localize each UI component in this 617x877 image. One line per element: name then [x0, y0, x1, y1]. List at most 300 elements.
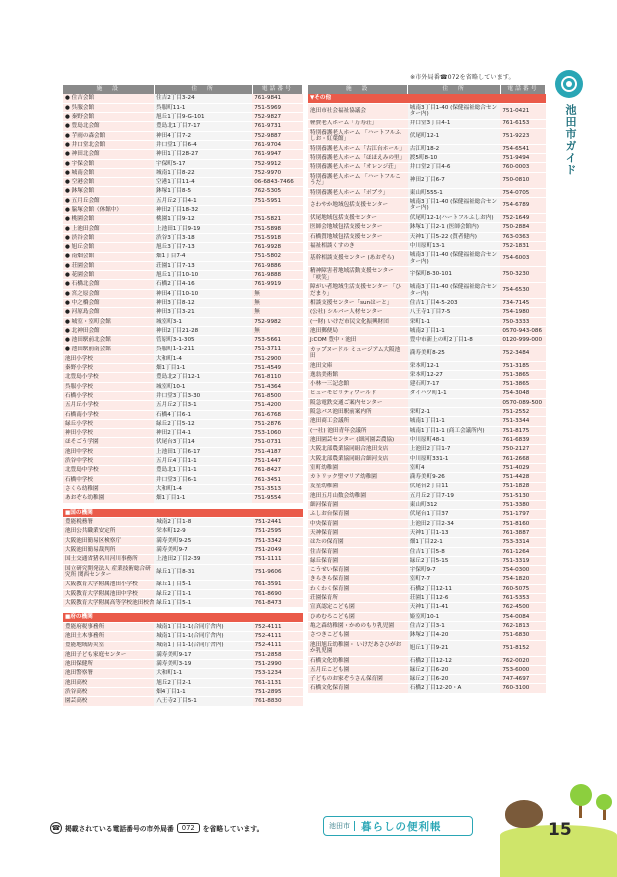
- facility-tel: 751-1447: [252, 457, 302, 466]
- facility-address: 豊中市新上の町2丁目1-8: [408, 336, 501, 345]
- facility-name: (一財) いけだ市民文化振興財団: [308, 317, 408, 326]
- table-row: [63, 94, 303, 103]
- table-row: [308, 163, 546, 172]
- facility-name: 大阪教育大学附属池田中学校: [63, 589, 154, 598]
- facility-address: 緑丘1丁目5-1: [154, 599, 252, 608]
- table-row: [308, 398, 546, 407]
- tree-icon: [570, 784, 592, 806]
- facility-name: J:COM 豊中・池田: [308, 336, 408, 345]
- table-row: [63, 641, 303, 650]
- table-row: [63, 475, 303, 484]
- facility-address: 城南3丁目1-40 (保健福祉総合センター内): [408, 197, 501, 213]
- facility-tel: 761-9928: [252, 243, 302, 252]
- facility-tel: 761-8110: [252, 373, 302, 382]
- table-row: [63, 545, 303, 554]
- facility-address: [408, 398, 501, 407]
- facility-address: 伏尾台2丁目11: [408, 482, 501, 491]
- facility-tel: 751-3711: [252, 345, 302, 354]
- facility-name: ● 住吉会館: [63, 94, 154, 103]
- facility-address: 八王寺2丁目5-1: [154, 697, 252, 706]
- facility-address: 宇保町8-30-101: [408, 267, 501, 283]
- facility-name: 室町幼稚園: [308, 463, 408, 472]
- table-row: [308, 317, 546, 326]
- facility-address: 神田2丁目6-7: [408, 172, 501, 188]
- facility-name: ヒューモビリティワールド: [308, 389, 408, 398]
- table-row: [63, 688, 303, 697]
- facility-tel: 751-1828: [500, 482, 545, 491]
- facility-address: 東山町312: [408, 501, 501, 510]
- facility-tel: 760-3100: [500, 684, 545, 693]
- facility-address: 神田1丁目28-27: [154, 150, 252, 159]
- facility-address: 姫室町10-1: [408, 612, 501, 621]
- facility-tel: 751-0421: [500, 103, 545, 119]
- facility-name: ● 池田駅前南会館: [63, 345, 154, 354]
- facility-name: 石橋文化幼稚園: [308, 656, 408, 665]
- facility-address: 井口堂2丁目4-6: [408, 163, 501, 172]
- facility-tel: 750-0810: [500, 172, 545, 188]
- tree-icon: [596, 794, 612, 810]
- table-row: [308, 154, 546, 163]
- facility-address: 渡5町8-10: [408, 154, 501, 163]
- table-row: [63, 457, 303, 466]
- footer-text-before: 掲載されている電話番号の市外局番: [65, 825, 174, 833]
- facility-address: 上池田2丁目2-39: [154, 555, 252, 564]
- facility-tel: 761-3591: [253, 580, 303, 589]
- section-title-other: ▼その他: [308, 94, 546, 103]
- table-row: [63, 622, 303, 631]
- facility-tel: 761-1264: [500, 547, 545, 556]
- facility-tel: 761-3887: [500, 529, 545, 538]
- table-row: [308, 640, 546, 656]
- facility-name: (一社) 池田青年会議所: [308, 426, 408, 435]
- table-row: [308, 575, 546, 584]
- facility-address: 伏尾町12-1: [408, 128, 501, 144]
- facility-tel: 754-3048: [500, 389, 545, 398]
- table-row: [63, 345, 303, 354]
- facility-name: 池田商工会議所: [308, 417, 408, 426]
- facility-tel: 751-2895: [253, 688, 303, 697]
- city-emblem-icon: [555, 70, 583, 98]
- facility-tel: 753-1060: [252, 429, 302, 438]
- facility-tel: 760-5075: [500, 584, 545, 593]
- table-row: [63, 196, 303, 205]
- facility-address: 井口堂1丁目6-4: [154, 140, 252, 149]
- facility-address: 石橋4丁目6-1: [154, 410, 252, 419]
- guidebook-brand: [323, 816, 473, 836]
- facility-tel: 751-2990: [253, 660, 303, 669]
- header-tel: 電話番号: [500, 85, 545, 94]
- facility-tel: 761-8500: [252, 392, 302, 401]
- table-row: [308, 566, 546, 575]
- facility-name: ● 北神田会館: [63, 326, 154, 335]
- facility-address: 大和町1-4: [154, 484, 252, 493]
- table-row: [63, 536, 303, 545]
- facility-address: 旭丘1丁目9-G-101: [154, 113, 252, 122]
- facility-tel: 751-4187: [252, 447, 302, 456]
- facility-tel: 761-9841: [252, 94, 302, 103]
- facility-address: 古江町18-2: [408, 144, 501, 153]
- facility-name: 特別養護老人ホーム 「ハートフルふしお・紅葉館」: [308, 128, 408, 144]
- facility-tel: 754-0084: [500, 612, 545, 621]
- facility-tel: 750-3230: [500, 267, 545, 283]
- facility-address: 豊島北2丁目12-1: [154, 373, 252, 382]
- facility-name: わくわく保育園: [308, 584, 408, 593]
- facility-tel: 761-9888: [252, 271, 302, 280]
- table-row: [63, 178, 303, 187]
- facility-name: カップヌードル ミュージアム大阪池田: [308, 345, 408, 361]
- table-row: [63, 308, 303, 317]
- table-row: [63, 669, 303, 678]
- facility-name: 池田公共職業安定所: [63, 527, 154, 536]
- facility-address: 城南3丁目1-40 (保健福祉総合センター内): [408, 251, 501, 267]
- facility-name: ● 旭丘会館: [63, 243, 154, 252]
- facility-tel: 751-8160: [500, 519, 545, 528]
- table-row: [308, 538, 546, 547]
- table-row: [308, 684, 546, 693]
- facility-address: 建石町7-17: [408, 380, 501, 389]
- table-row: [308, 491, 546, 500]
- table-row: [63, 215, 303, 224]
- facility-address: 渋谷3丁目3-18: [154, 233, 252, 242]
- facility-address: 旭丘1丁目9-21: [408, 640, 501, 656]
- facility-name: 五月丘こども園: [308, 665, 408, 674]
- facility-name: ● 河原島会館: [63, 308, 154, 317]
- facility-tel: 762-4500: [500, 603, 545, 612]
- footer-text-after: を省略しています。: [202, 825, 264, 833]
- facility-address: 城南2丁目1-8: [154, 518, 252, 527]
- facility-tel: 751-3380: [500, 501, 545, 510]
- table-row: [63, 494, 303, 503]
- facility-tel: 750-3333: [500, 317, 545, 326]
- facility-tel: 750-2127: [500, 445, 545, 454]
- facility-name: 池田子ども家庭センター: [63, 650, 154, 659]
- facility-address: 八王寺1丁目7-5: [408, 308, 501, 317]
- table-row: [63, 438, 303, 447]
- header-name: 施 設: [308, 85, 408, 94]
- facility-tel: 761-9947: [252, 150, 302, 159]
- facility-tel: 751-0731: [252, 438, 302, 447]
- facility-tel: 761-8690: [253, 589, 303, 598]
- table-row: [63, 187, 303, 196]
- table-row: [63, 410, 303, 419]
- header-address: 住 所: [154, 85, 252, 94]
- facility-tel: 751-4428: [500, 473, 545, 482]
- facility-tel: [252, 206, 302, 215]
- section-title-prefectural: ■府の機関: [63, 613, 303, 622]
- facility-name: ● 秦野会館: [63, 113, 154, 122]
- footer-note: [50, 822, 263, 834]
- facility-tel: 761-5353: [500, 594, 545, 603]
- facility-name: 豊能地域防災室: [63, 641, 154, 650]
- table-row: [308, 621, 546, 630]
- facility-address: 井口堂3丁目4-1: [408, 119, 501, 128]
- table-row: [308, 501, 546, 510]
- table-row: [308, 529, 546, 538]
- side-guide-tab: [552, 70, 582, 176]
- facility-name: 緑丘小学校: [63, 419, 154, 428]
- facility-tel: 754-6789: [500, 197, 545, 213]
- facility-address: 室町7-7: [408, 575, 501, 584]
- table-row: [63, 364, 303, 373]
- table-row: [308, 594, 546, 603]
- facility-name: ● 石橋北会館: [63, 280, 154, 289]
- header-tel: 電話番号: [252, 85, 302, 94]
- facility-address: 緑丘2丁目5-12: [154, 419, 252, 428]
- facility-address: ダイハツ町1-1: [408, 389, 501, 398]
- facility-tel: 751-4029: [500, 463, 545, 472]
- facility-address: 荘園1丁目12-6: [408, 594, 501, 603]
- table-row: [308, 345, 546, 361]
- facility-tel: 751-3865: [500, 380, 545, 389]
- table-row: [63, 580, 303, 589]
- facility-address: 井口堂3丁目3-30: [154, 392, 252, 401]
- facility-name: カトリック聖マリア幼稚園: [308, 473, 408, 482]
- facility-address: 五月丘2丁目4-1: [154, 196, 252, 205]
- facility-name: 相談支援センター「sunはーと」: [308, 299, 408, 308]
- table-row: [308, 436, 546, 445]
- table-row: [308, 299, 546, 308]
- facility-tel: 751-4549: [252, 364, 302, 373]
- facility-tel: 751-8152: [500, 640, 545, 656]
- facility-address: 住吉2丁目3-1: [408, 621, 501, 630]
- facility-address: 城南1丁目1-1 (商工会議所内): [408, 426, 501, 435]
- header-address: 住 所: [408, 85, 501, 94]
- table-row: [63, 678, 303, 687]
- facility-tel: 761-8830: [253, 697, 303, 706]
- facility-name: 逸翁美術館: [308, 370, 408, 379]
- table-row: [308, 188, 546, 197]
- facility-name: 大阪北部農業協同組合細河支店: [308, 454, 408, 463]
- brand-city: 池田市: [329, 821, 355, 831]
- facility-name: 池田市社会福祉協議会: [308, 103, 408, 119]
- table-row: [308, 463, 546, 472]
- facility-tel: 751-4364: [252, 382, 302, 391]
- facility-address: 宇保町9-7: [408, 566, 501, 575]
- facility-tel: 751-2858: [253, 650, 303, 659]
- facility-tel: 751-3865: [500, 370, 545, 379]
- facility-tel: 751-2441: [253, 518, 303, 527]
- facility-tel: 751-2595: [253, 527, 303, 536]
- facility-address: 伏尾台1丁目37: [408, 510, 501, 519]
- facility-name: 石橋質地域包括支援センター: [308, 232, 408, 241]
- table-row: [308, 631, 546, 640]
- table-row: [63, 650, 303, 659]
- facility-tel: 754-6530: [500, 283, 545, 299]
- facility-tel: 752-1649: [500, 213, 545, 222]
- facility-tel: 761-9886: [252, 261, 302, 270]
- facility-address: 満寿美町9-17: [154, 650, 252, 659]
- facility-tel: 761-1131: [253, 678, 303, 687]
- table-row: [308, 223, 546, 232]
- facility-address: 満寿美町3-19: [154, 660, 252, 669]
- facility-name: 池田文庫: [308, 361, 408, 370]
- facility-address: 荘園1丁目7-13: [154, 261, 252, 270]
- facility-name: 石橋南小学校: [63, 410, 154, 419]
- facility-tel: 753-6000: [500, 665, 545, 674]
- facility-tel: 751-2900: [252, 354, 302, 363]
- facility-address: 畑1丁目1-1: [154, 364, 252, 373]
- facility-address: 緑丘1丁目8-31: [154, 564, 252, 580]
- table-row: [63, 373, 303, 382]
- facility-name: 大阪池田簡易裁判所: [63, 545, 154, 554]
- facility-address: 緑丘1丁目5-1: [154, 580, 252, 589]
- facility-address: 栄本町12-27: [408, 370, 501, 379]
- facility-address: 石橋2丁目12-12: [408, 656, 501, 665]
- facility-tel: 734-7145: [500, 299, 545, 308]
- facility-address: 五月丘4丁目1-1: [154, 457, 252, 466]
- facility-name: 緑丘保育園: [308, 556, 408, 565]
- facility-address: 神田4丁目10-10: [154, 289, 252, 298]
- facility-address: 天神1丁目5-22 (質者健内): [408, 232, 501, 241]
- facility-name: 秦野小学校: [63, 364, 154, 373]
- facility-address: 住吉1丁目4-5-203: [408, 299, 501, 308]
- facility-tel: 762-5305: [252, 187, 302, 196]
- facility-name: あおぞら幼稚園: [63, 494, 154, 503]
- facility-name: 荘園保育所: [308, 594, 408, 603]
- table-row: [308, 417, 546, 426]
- table-row: [308, 473, 546, 482]
- facility-tel: 751-5951: [252, 196, 302, 205]
- facility-name: 北豊島中学校: [63, 466, 154, 475]
- facility-name: 石橋文化保育園: [308, 684, 408, 693]
- facility-tel: 751-5130: [500, 491, 545, 500]
- facility-name: 大阪池田簡易区検察庁: [63, 536, 154, 545]
- facility-tel: 754-1980: [500, 308, 545, 317]
- facility-name: 池田土木事務所: [63, 632, 154, 641]
- facility-address: 井口堂3丁目6-1: [154, 475, 252, 484]
- table-row: [308, 584, 546, 593]
- facility-tel: 752-1831: [500, 241, 545, 250]
- table-row: [308, 283, 546, 299]
- facility-name: ほそごう学園: [63, 438, 154, 447]
- table-row: [308, 197, 546, 213]
- facility-tel: 751-9554: [252, 494, 302, 503]
- facility-name: 豊能税務署: [63, 518, 154, 527]
- table-row: [308, 389, 546, 398]
- facility-name: 呉服小学校: [63, 382, 154, 391]
- facility-tel: 751-3513: [252, 484, 302, 493]
- facility-address: 旭丘1丁目10-10: [154, 271, 252, 280]
- facility-tel: 754-6003: [500, 251, 545, 267]
- facility-tel: 752-9912: [252, 159, 302, 168]
- table-row: [63, 589, 303, 598]
- facility-name: ● 中之橋会館: [63, 299, 154, 308]
- facility-address: 畑1丁目7-4: [154, 252, 252, 261]
- mascot-mole-icon: [505, 800, 543, 828]
- table-row: [308, 380, 546, 389]
- facility-name: 大阪教育大学附属池田小学校: [63, 580, 154, 589]
- table-row: [308, 336, 546, 345]
- facility-name: ● 城南会館: [63, 168, 154, 177]
- facility-tel: 752-9982: [252, 317, 302, 326]
- table-row: [63, 555, 303, 564]
- facility-address: 旭丘3丁目7-13: [154, 243, 252, 252]
- table-row: [308, 370, 546, 379]
- facility-tel: 752-3484: [500, 345, 545, 361]
- facility-name: ● 豊島北会館: [63, 122, 154, 131]
- facility-address: 畑1丁目22-1: [408, 538, 501, 547]
- facility-address: 東山町555-1: [408, 188, 501, 197]
- facility-name: 渋谷高校: [63, 688, 154, 697]
- table-row: [308, 327, 546, 336]
- facility-tel: 761-6768: [252, 410, 302, 419]
- facility-name: 石橋小学校: [63, 392, 154, 401]
- facility-tel: 751-5918: [252, 233, 302, 242]
- facility-address: 五月丘2丁目7-19: [408, 491, 501, 500]
- table-row: [308, 656, 546, 665]
- facility-address: 鉢塚1丁目8-5: [154, 187, 252, 196]
- facility-name: 障がい者地域生活支援センター 「ひだまり」: [308, 283, 408, 299]
- facility-tel: 762-0020: [500, 656, 545, 665]
- facility-tel: 751-1111: [253, 555, 303, 564]
- facility-name: 伏尾地域包括支援センター: [308, 213, 408, 222]
- facility-address: 神田4丁目7-2: [154, 131, 252, 140]
- facility-address: 城南3丁目1-40 (保健福祉総合センター内): [408, 283, 501, 299]
- facility-tel: 751-5802: [252, 252, 302, 261]
- facility-address: 城南3丁目1-40 (保健福祉総合センター内): [408, 103, 501, 119]
- facility-address: 上池田1丁目9-19: [154, 224, 252, 233]
- facility-name: 国土交通省猪名川河川事務所: [63, 555, 154, 564]
- facility-name: 園芸高校: [63, 697, 154, 706]
- facility-name: 子どものお家ぞうさん保育園: [308, 675, 408, 684]
- table-row: [63, 150, 303, 159]
- facility-name: さわやか地域包括支援センター: [308, 197, 408, 213]
- facility-address: 畑1丁目1-1: [154, 494, 252, 503]
- section-title-national: ■国の機関: [63, 509, 303, 518]
- facility-name: ● 南畑会館: [63, 252, 154, 261]
- facility-address: 上池田2丁目1-7: [408, 445, 501, 454]
- facility-address: 栄町1-1: [408, 317, 501, 326]
- facility-address: 呉服町1-1-211: [154, 345, 252, 354]
- table-row: [308, 267, 546, 283]
- facility-name: 特別養護老人ホーム 「ハートフルこうだ」: [308, 172, 408, 188]
- facility-address: 緑丘2丁目5-15: [408, 556, 501, 565]
- facility-name: ● 井口堂北会館: [63, 140, 154, 149]
- facility-name: 豊能府税事務所: [63, 622, 154, 631]
- facility-name: ● 鉢塚会館: [63, 187, 154, 196]
- table-row: [63, 697, 303, 706]
- facility-address: 畑4丁目1-1: [154, 688, 252, 697]
- side-guide-label: 池田市ガイド: [564, 104, 577, 176]
- table-row: [63, 233, 303, 242]
- facility-tel: 750-2884: [500, 223, 545, 232]
- facility-address: 鉢塚1丁目2-1 (医師会館内): [408, 223, 501, 232]
- table-row: [63, 103, 303, 112]
- facility-address: 呉服町11-1: [154, 103, 252, 112]
- facility-tel: 752-4111: [253, 632, 303, 641]
- facility-address: 石橋2丁目4-16: [154, 280, 252, 289]
- facility-address: 中川原町13-1: [408, 241, 501, 250]
- facility-name: ● 芋雨の森会館: [63, 131, 154, 140]
- facility-address: 伏尾台3丁目14: [154, 438, 252, 447]
- table-row: [63, 140, 303, 149]
- facility-address: 中川原町331-1: [408, 454, 501, 463]
- facility-name: 池田園芸センター (細河園芸農協): [308, 436, 408, 445]
- facility-tel: 752-9827: [252, 113, 302, 122]
- facility-name: 五月丘小学校: [63, 401, 154, 410]
- facility-name: 池田五月山数会幼稚園: [308, 491, 408, 500]
- facility-address: 神田2丁目21-28: [154, 326, 252, 335]
- facility-address: 室町4: [408, 463, 501, 472]
- facility-address: 城南1丁目1-1: [408, 417, 501, 426]
- table-row: [308, 144, 546, 153]
- table-row: [63, 168, 303, 177]
- facility-tel: 761-3451: [252, 475, 302, 484]
- table-row: [308, 213, 546, 222]
- facility-name: ● 荘園会館: [63, 261, 154, 270]
- facility-name: ● 桃園会館: [63, 215, 154, 224]
- facility-address: 上池田2丁目2-34: [408, 519, 501, 528]
